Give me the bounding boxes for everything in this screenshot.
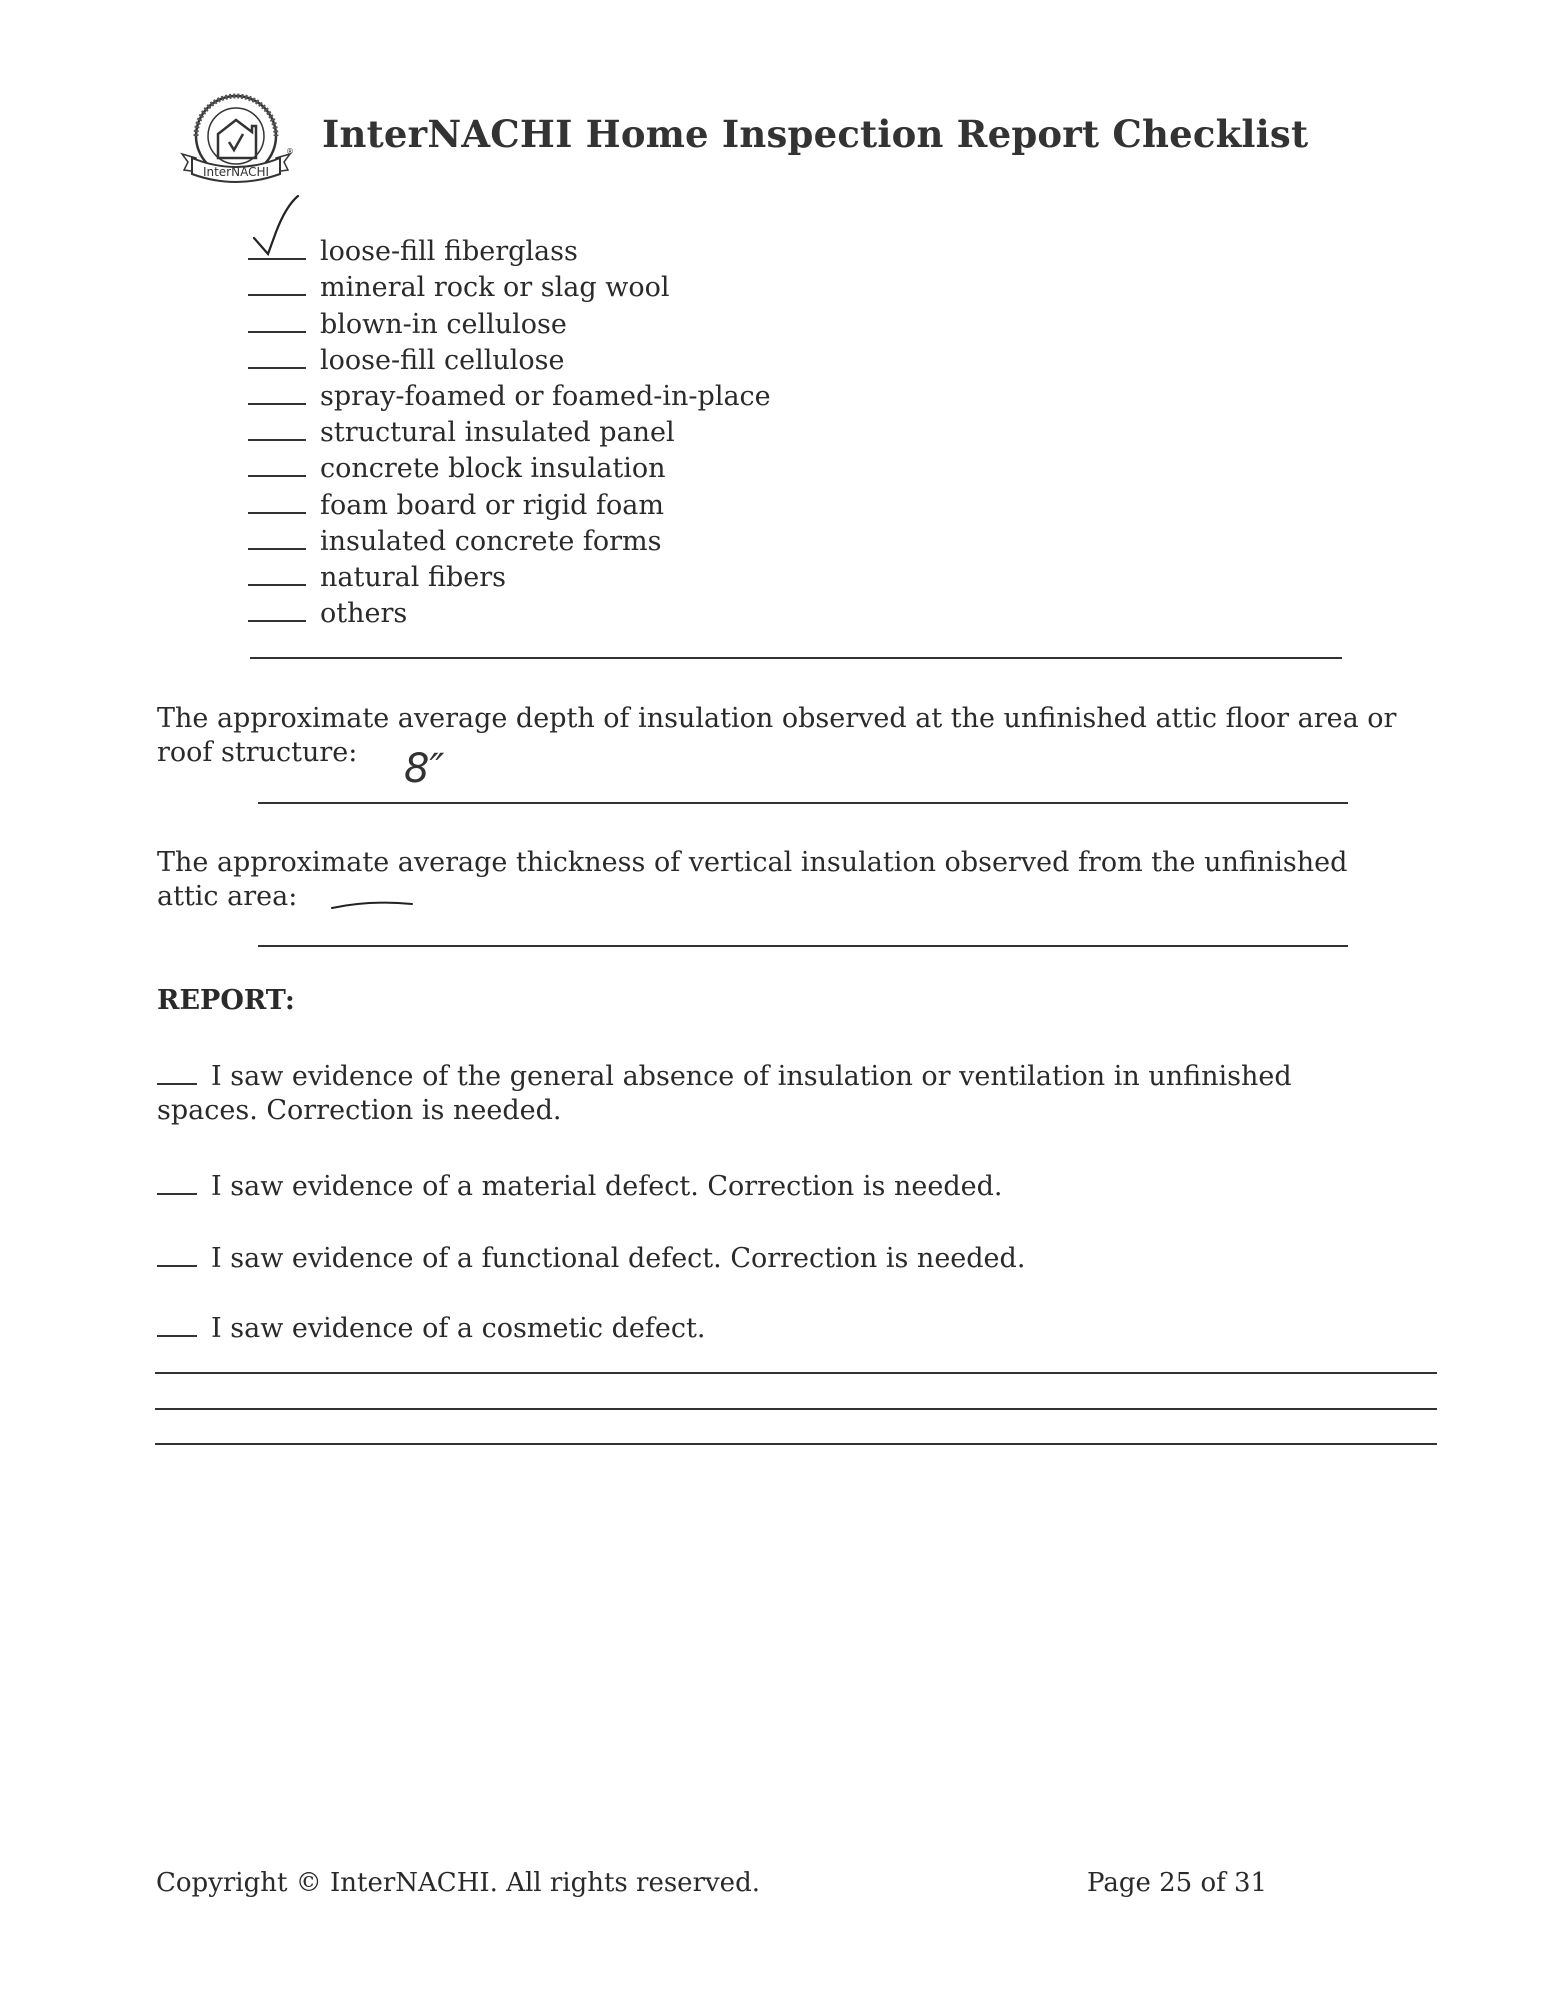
report-item-label: I saw evidence of a functional defect. Correction is needed. (211, 1243, 1026, 1274)
checkbox-blank[interactable] (248, 474, 306, 477)
checklist-item-label: natural fibers (320, 561, 506, 593)
page-title: InterNACHI Home Inspection Report Checklist (322, 112, 1309, 156)
checkbox-blank[interactable] (157, 1192, 197, 1195)
svg-text:®: ® (286, 147, 294, 156)
checklist-item-label: loose-fill fiberglass (320, 236, 578, 268)
internachi-logo (176, 92, 296, 188)
internachi-seal-icon (176, 92, 296, 188)
handwritten-dash-mark (330, 896, 416, 912)
checklist-item-label: concrete block insulation (320, 453, 666, 485)
checklist-item-label: foam board or rigid foam (320, 489, 664, 521)
copyright-notice: Copyright © InterNACHI. All rights reserved. (156, 1868, 760, 1898)
checklist-item-label: structural insulated panel (320, 417, 675, 449)
checkbox-blank[interactable] (157, 1334, 197, 1337)
report-item[interactable] (157, 1060, 1397, 1128)
svg-text:InterNACHI: InterNACHI (202, 165, 270, 179)
checklist-item-label: mineral rock or slag wool (320, 272, 670, 304)
notes-line[interactable] (155, 1372, 1437, 1374)
notes-line[interactable] (155, 1408, 1437, 1410)
report-item[interactable] (157, 1312, 1397, 1346)
checklist-item[interactable] (248, 594, 771, 630)
checkbox-blank[interactable] (157, 1264, 197, 1267)
checkbox-blank[interactable] (248, 583, 306, 586)
checkbox-blank[interactable] (248, 619, 306, 622)
checklist-item[interactable] (248, 232, 771, 268)
others-write-in-line[interactable] (250, 657, 1342, 659)
checklist-item[interactable] (248, 377, 771, 413)
checkbox-blank[interactable] (248, 330, 306, 333)
checkbox-blank[interactable] (248, 438, 306, 441)
checklist-item[interactable] (248, 485, 771, 521)
notes-line[interactable] (155, 1443, 1437, 1445)
thickness-question: The approximate average thickness of vertical insulation observed from the unfinished attic area: (157, 847, 1348, 912)
checklist-item[interactable] (248, 449, 771, 485)
page-number: Page 25 of 31 (1087, 1868, 1268, 1898)
checklist-item-label: blown-in cellulose (320, 308, 567, 340)
depth-answer: 8″ (404, 746, 445, 792)
insulation-type-checklist (248, 232, 771, 630)
checklist-item-label: spray-foamed or foamed-in-place (320, 380, 771, 412)
checklist-item-label: others (320, 598, 408, 630)
checkbox-blank[interactable] (157, 1082, 197, 1085)
report-item-label: I saw evidence of the general absence of insulation or ventilation in unfinished spaces. Correction is needed. (157, 1061, 1292, 1126)
checklist-item[interactable] (248, 413, 771, 449)
checklist-item[interactable] (248, 522, 771, 558)
checkbox-blank[interactable] (248, 293, 306, 296)
checklist-item[interactable] (248, 304, 771, 340)
report-item-label: I saw evidence of a cosmetic defect. (211, 1313, 706, 1344)
checklist-item[interactable] (248, 558, 771, 594)
report-item[interactable] (157, 1242, 1397, 1276)
depth-question: The approximate average depth of insulation observed at the unfinished attic floor area or roof structure: (157, 703, 1397, 768)
handwritten-check-icon (248, 194, 310, 264)
checklist-item-label: insulated concrete forms (320, 525, 662, 557)
depth-answer-line[interactable] (258, 802, 1348, 804)
checkbox-blank[interactable] (248, 402, 306, 405)
checklist-item[interactable] (248, 268, 771, 304)
checklist-item-label: loose-fill cellulose (320, 344, 565, 376)
checklist-item[interactable] (248, 341, 771, 377)
checkbox-blank[interactable] (248, 547, 306, 550)
thickness-answer-line[interactable] (258, 945, 1348, 947)
checkbox-blank[interactable] (248, 366, 306, 369)
report-heading: REPORT: (157, 985, 295, 1016)
checkbox-blank[interactable] (248, 511, 306, 514)
report-item-label: I saw evidence of a material defect. Correction is needed. (211, 1171, 1003, 1202)
report-item[interactable] (157, 1170, 1397, 1204)
